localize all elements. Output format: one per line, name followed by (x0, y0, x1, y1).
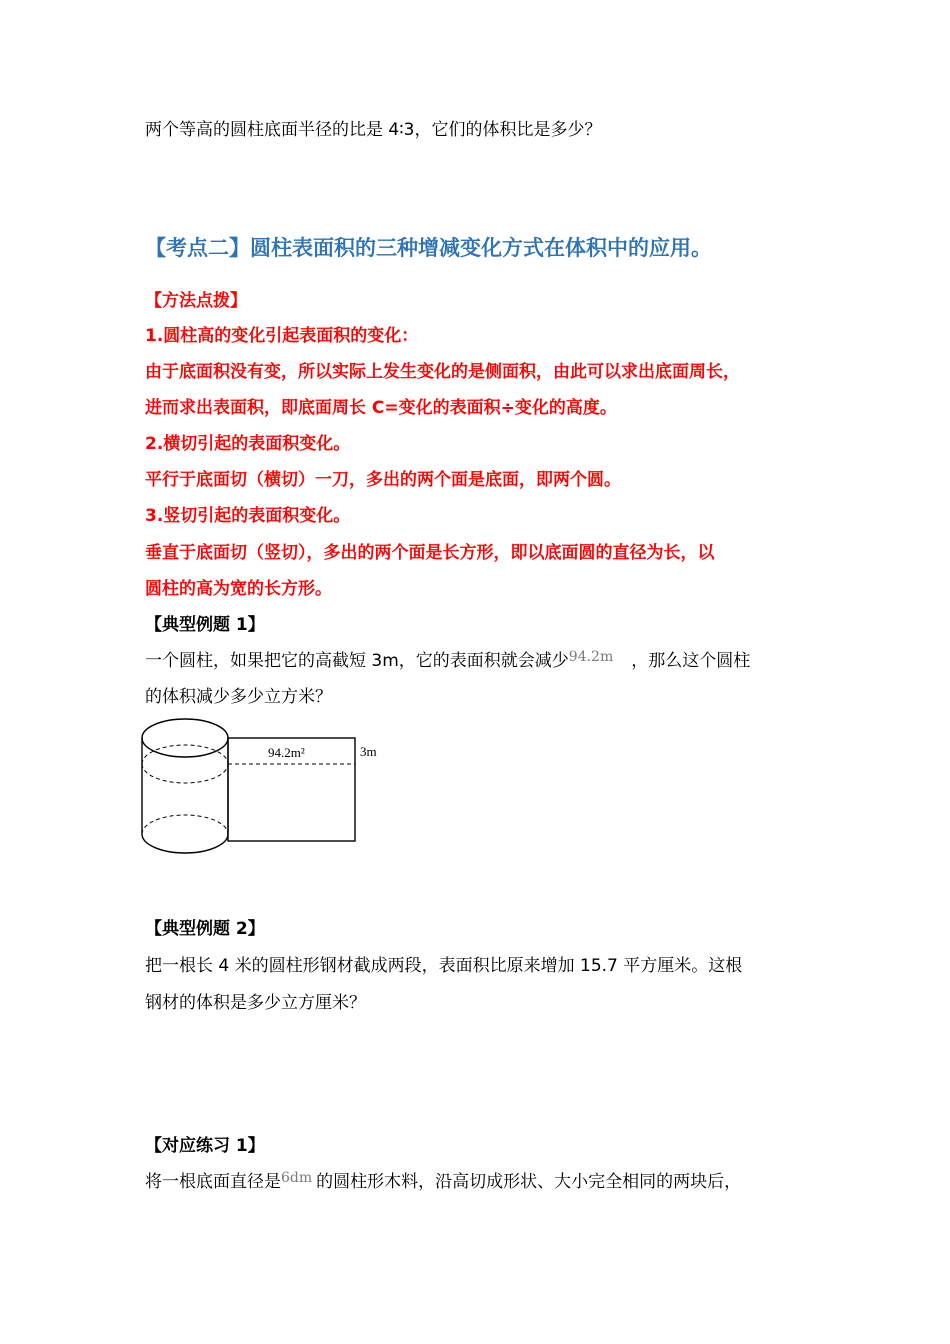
cylinder-cut-front-dashed (142, 764, 228, 783)
practice1-math-value: 6dm (281, 1170, 313, 1186)
example1-text-a-pre: 一个圆柱，如果把它的高截短 3m，它的表面积就会减少 (145, 651, 569, 671)
method-heading: 【方法点拨】 (145, 291, 247, 311)
example2-text-a: 把一根长 4 米的圆柱形钢材截成两段，表面积比原来增加 15.7 平方厘米。这根 (145, 956, 743, 976)
example2-text-b: 钢材的体积是多少立方厘米？ (145, 993, 366, 1013)
method-p3-body-b: 圆柱的高为宽的长方形。 (145, 579, 332, 599)
example1-text-a-post: ，那么这个圆柱 (631, 651, 751, 671)
cylinder-cut-back-dashed (142, 745, 228, 764)
example1-math-value: 94.2m (568, 649, 614, 665)
method-p2-title: 2.横切引起的表面积变化。 (145, 434, 351, 454)
cylinder-top-ellipse (142, 719, 228, 757)
method-p3-title: 3.竖切引起的表面积变化。 (145, 506, 351, 526)
method-p3-body-a: 垂直于底面切（竖切），多出的两个面是长方形，即以底面圆的直径为长，以 (145, 543, 715, 563)
practice1-text (145, 1170, 741, 1195)
height-label: 3m (360, 744, 377, 759)
area-label: 94.2m² (268, 745, 305, 760)
example1-heading: 【典型例题 1】 (145, 615, 265, 635)
cylinder-figure (140, 716, 400, 861)
method-p1-body-a: 由于底面积没有变，所以实际上发生变化的是侧面积，由此可以求出底面周长， (145, 362, 740, 382)
cylinder-bottom-front (142, 834, 228, 853)
cylinder-bottom-back-dashed (142, 815, 228, 834)
practice1-text-pre: 将一根底面直径是 (145, 1172, 281, 1192)
example1-text-b: 的体积减少多少立方米？ (145, 687, 332, 707)
intro-question: 两个等高的圆柱底面半径的比是 4∶3，它们的体积比是多少？ (145, 120, 602, 140)
section-title: 【考点二】圆柱表面积的三种增减变化方式在体积中的应用。 (145, 236, 712, 260)
example1-text-a (145, 649, 750, 674)
practice1-text-post: 的圆柱形木料，沿高切成形状、大小完全相同的两块后， (316, 1172, 742, 1192)
method-p2-body: 平行于底面切（横切）一刀，多出的两个面是底面，即两个圆。 (145, 470, 621, 490)
method-p1-title: 1.圆柱高的变化引起表面积的变化： (145, 326, 419, 346)
method-p1-body-b: 进而求出表面积，即底面周长 C=变化的表面积÷变化的高度。 (145, 398, 617, 418)
example2-heading: 【典型例题 2】 (145, 919, 265, 939)
practice1-heading: 【对应练习 1】 (145, 1136, 265, 1156)
